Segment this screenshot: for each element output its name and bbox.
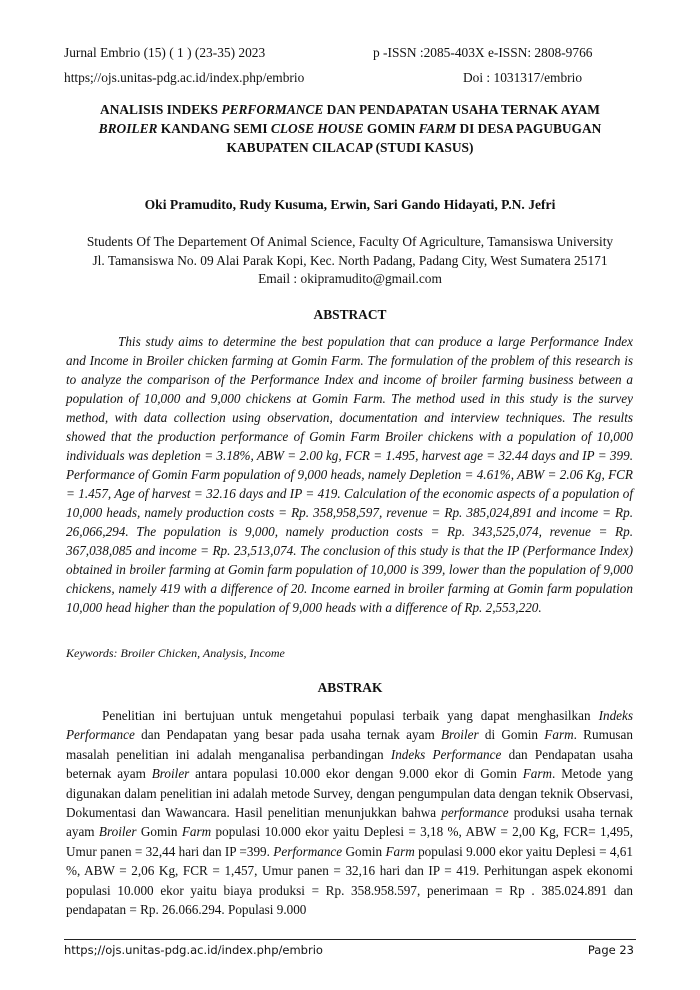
abstrak-heading: ABSTRAK — [317, 680, 383, 695]
author-list: Oki Pramudito, Rudy Kusuma, Erwin, Sari Gando Hidayati, P.N. Jefri — [144, 197, 556, 212]
paper-title: ANALISIS INDEKS PERFORMANCE DAN PENDAPATAN USAHA TERNAK AYAM BROILER KANDANG SEMI CLOSE HOUSE GOMIN FARM DI DESA PAGUBUGAN KABUPATEN CILACAP (STUDI KASUS) — [98, 102, 602, 155]
journal-url-link[interactable]: https;//ojs.unitas-pdg.ac.id/index.php/embrio — [64, 70, 305, 85]
doi-info: Doi : 1031317/embrio — [463, 70, 583, 85]
page-number: Page 23 — [587, 943, 634, 957]
abstract-text: This study aims to determine the best population that can produce a large Performance Index and Income in Broiler chicken farming at Gomin Farm. The formulation of the problem of this research is to analyze the comparison of the Performance Index and income of broiler farming business between a population of 10,000 and 9,000 chickens at Gomin Farm. The method used in this study is the survey method, with data collection using observation, documentation and interview techniques. The results showed that the production performance of Gomin Farm Broiler chickens with a population of 10,000 individuals was depletion = 3.18%, ABW = 2.00 kg, FCR = 1.495, harvest age = 32.44 days and IP = 399. Performance of Gomin Farm population of 9,000 heads, namely Depletion = 4.61%, ABW = 2.06 Kg, FCR = 1.457, Age of harvest = 32.16 days and IP = 419. Calculation of the economic aspects of a population of 10,000 heads, namely production costs = Rp. 358,958,597, revenue = Rp. 385,024,891 and income = Rp. 26,066,294. The population is 9,000, namely production costs = Rp. 343,525,074, revenue = Rp. 367,038,085 and income = Rp. 23,513,074. The conclusion of this study is that the IP (Performance Index) obtained in broiler farming at Gomin farm population of 10,000 is 399, lower than the population of 9,000 chickens, namely 419 with a difference of 20. Income earned in broiler farming at Gomin farm population 10,000 head higher than the population of 9,000 heads with a difference of Rp. 2,553,220. — [66, 334, 633, 615]
abstract-heading: ABSTRACT — [313, 307, 387, 322]
keywords: Keywords: Broiler Chicken, Analysis, Income — [66, 646, 285, 660]
abstrak-text: Penelitian ini bertujuan untuk mengetahui populasi terbaik yang dapat menghasilkan Indeks Performance dan Pendapatan yang besar pada usaha ternak ayam Broiler di Gomin Farm. Rumusan masalah penelitian ini adalah menganalisa perbandingan Indeks Performance dan Pendapatan usaha beternak ayam Broiler antara populasi 10.000 ekor dengan 9.000 ekor di Gomin Farm. Metode yang digunakan dalam penelitian ini adalah metode Survey, dengan pengumpulan data dengan teknik Observasi, Dokumentasi dan Wawancara. Hasil penelitian menunjukkan bahwa performance produksi usaha ternak ayam Broiler Gomin Farm populasi 10.000 ekor yaitu Deplesi = 3,18 %, ABW = 2,00 Kg, FCR= 1,495, Umur panen = 32,44 hari dan IP =399. Performance Gomin Farm populasi 9.000 ekor yaitu Deplesi = 4,61 %, ABW = 2,06 Kg, FCR = 1,457, Umur panen = 32,16 hari dan IP = 419. Perhitungan aspek ekonomi populasi 10.000 ekor yaitu biaya produksi = Rp. 358.958.597, penerimaan = Rp . 385.024.891 dan pendapatan = Rp. 26.066.294. Populasi 9.000 — [66, 708, 634, 918]
footer-url-link[interactable]: https;//ojs.unitas-pdg.ac.id/index.php/embrio — [64, 943, 323, 957]
affiliation — [64, 233, 636, 289]
footer-divider — [64, 939, 636, 940]
journal-citation: Jurnal Embrio (15) ( 1 ) (23-35) 2023 — [64, 45, 266, 60]
affiliation-address: Jl. Tamansiswa No. 09 Alai Parak Kopi, Kec. North Padang, Padang City, West Sumatera 25171 — [92, 252, 608, 268]
affiliation-email: Email : okipramudito@gmail.com — [258, 271, 442, 286]
issn-info: p -ISSN :2085-403X e-ISSN: 2808-9766 — [373, 45, 593, 60]
affiliation-department: Students Of The Departement Of Animal Science, Faculty Of Agriculture, Tamansiswa University — [86, 234, 614, 249]
